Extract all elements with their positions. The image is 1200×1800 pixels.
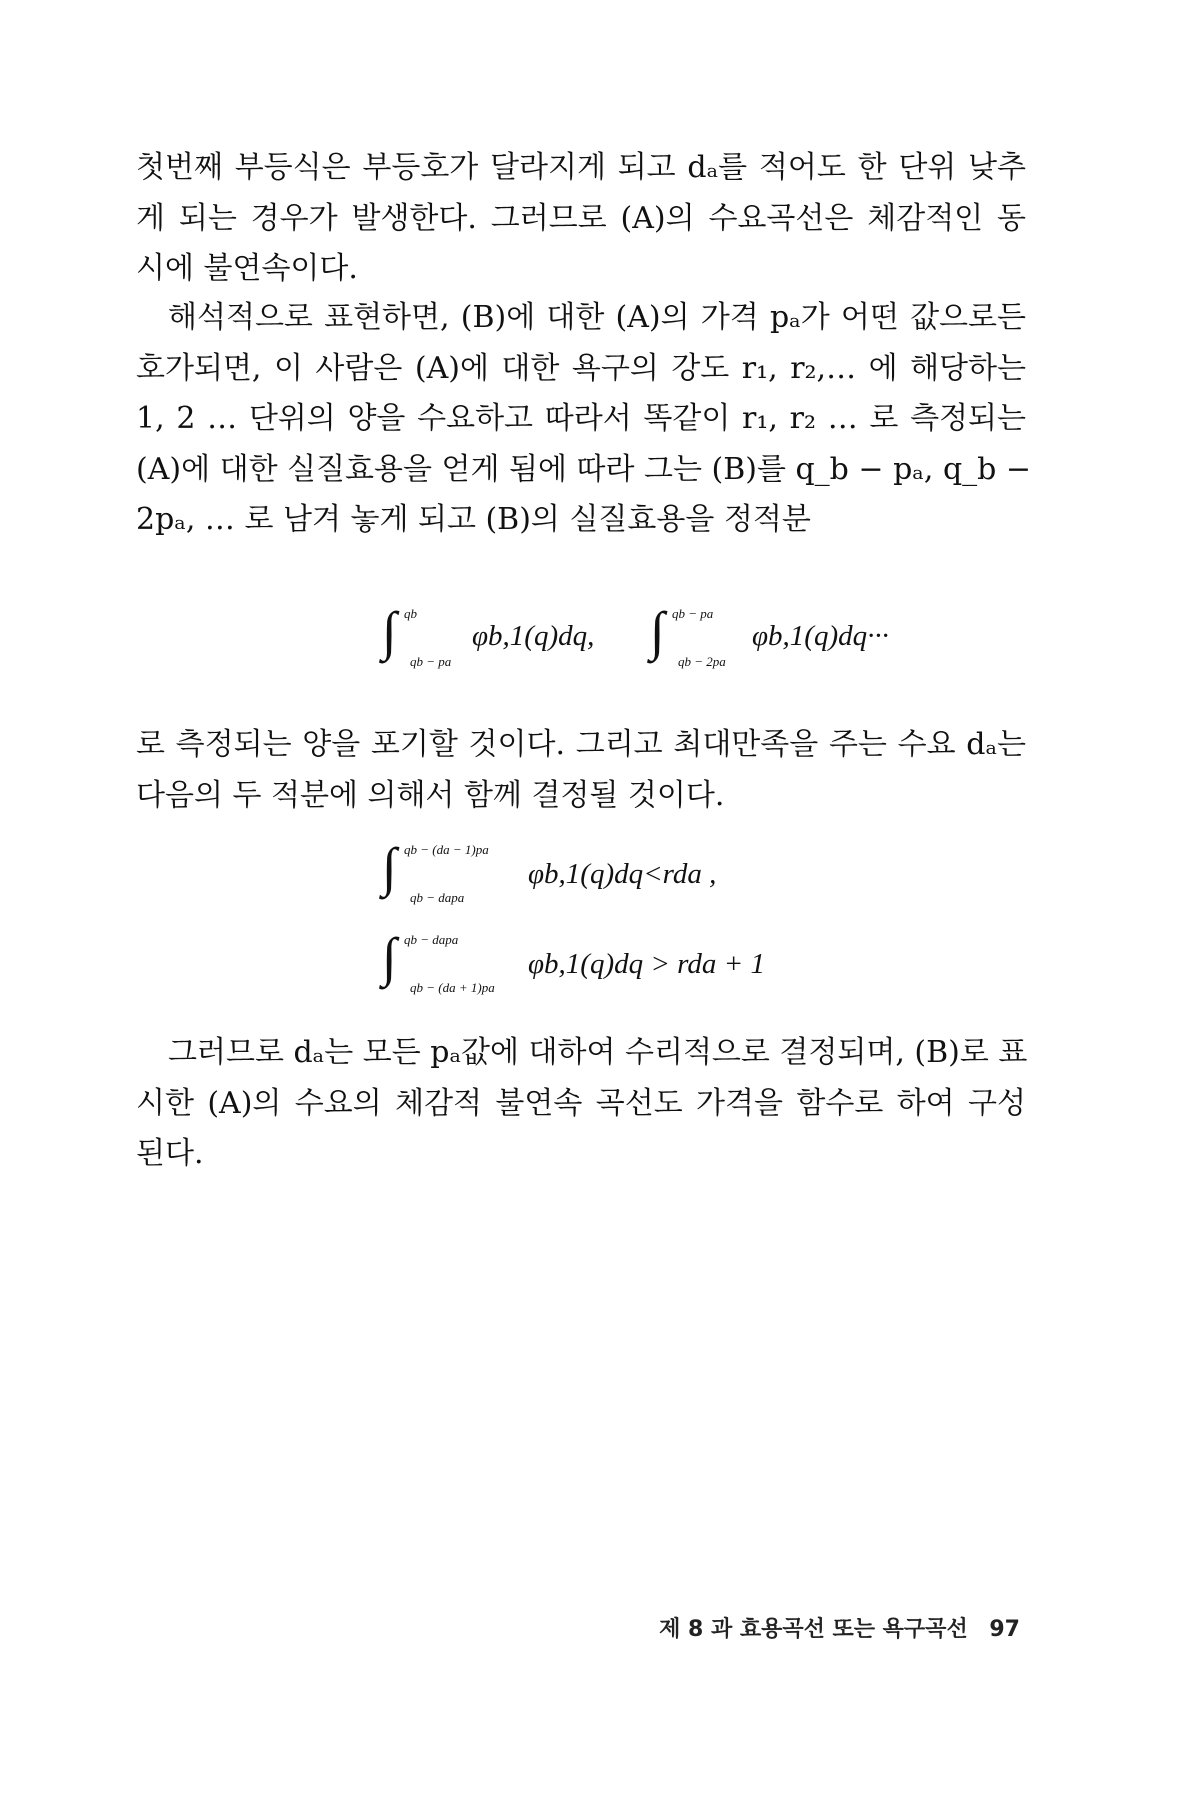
- integral-sign: ∫: [382, 837, 397, 897]
- integral-equation-1: [382, 601, 902, 682]
- paragraph-1: [136, 143, 1026, 295]
- integral-sign: ∫: [650, 601, 665, 661]
- text-line: 1, 2 … 단위의 양을 수요하고 따라서 똑같이 r₁, r₂ … 로 측정되는: [136, 401, 1026, 436]
- text-line: 그러므로 dₐ는 모든 pₐ값에 대하여 수리적으로 결정되며, (B)로 표: [168, 1035, 1028, 1070]
- paragraph-3: [136, 720, 1026, 821]
- paragraph-4: [136, 1028, 1026, 1180]
- integral-sign: ∫: [382, 927, 397, 987]
- integral-upper-limit: qb − (da − 1)pa: [404, 842, 489, 857]
- text-line: 된다.: [136, 1136, 204, 1171]
- integral-lower-limit: qb − dapa: [410, 890, 465, 905]
- paragraph-2: [136, 293, 1032, 546]
- page-footer: [659, 1612, 1020, 1643]
- integral-lower-limit: qb − 2pa: [678, 654, 726, 669]
- text-line: (A)에 대한 실질효용을 얻게 됨에 따라 그는 (B)를 q_b − pₐ, q_b −: [136, 451, 1032, 487]
- integrand: φb,1(q)dq···: [752, 620, 889, 652]
- text-line: 호가되면, 이 사람은 (A)에 대한 욕구의 강도 r₁, r₂,… 에 해당하는: [136, 350, 1026, 386]
- text-line: 첫번째 부등식은 부등호가 달라지게 되고 dₐ를 적어도 한 단위 낮추: [136, 150, 1026, 185]
- integral-upper-limit: qb − pa: [672, 606, 714, 621]
- integral-lower-limit: qb − pa: [410, 654, 452, 669]
- integral-equation-3: [382, 927, 822, 1008]
- page-number: 97: [989, 1617, 1020, 1642]
- integral-sign: ∫: [382, 601, 397, 661]
- text-line: 시에 불연속이다.: [136, 251, 358, 286]
- integral-lower-limit: qb − (da + 1)pa: [410, 980, 495, 995]
- text-line: 해석적으로 표현하면, (B)에 대한 (A)의 가격 pₐ가 어떤 값으로든: [168, 300, 1026, 335]
- text-line: 로 측정되는 양을 포기할 것이다. 그리고 최대만족을 주는 수요 dₐ는: [136, 727, 1026, 762]
- text-line: 다음의 두 적분에 의해서 함께 결정될 것이다.: [136, 777, 725, 813]
- integrand: φb,1(q)dq > rda + 1: [528, 948, 765, 980]
- integral-upper-limit: qb: [404, 606, 417, 621]
- chapter-title: 제 8 과 효용곡선 또는 욕구곡선: [659, 1617, 968, 1642]
- text-line: 시한 (A)의 수요의 체감적 불연속 곡선도 가격을 함수로 하여 구성: [136, 1085, 1026, 1121]
- integrand: φb,1(q)dq,: [472, 620, 595, 652]
- integral-upper-limit: qb − dapa: [404, 932, 459, 947]
- text-line: 게 되는 경우가 발생한다. 그러므로 (A)의 수요곡선은 체감적인 동: [136, 200, 1026, 236]
- text-line: 2pₐ, … 로 남겨 놓게 되고 (B)의 실질효용을 정적분: [136, 502, 811, 537]
- integrand: φb,1(q)dq<rda ,: [528, 858, 717, 890]
- integral-equation-2: [382, 837, 802, 918]
